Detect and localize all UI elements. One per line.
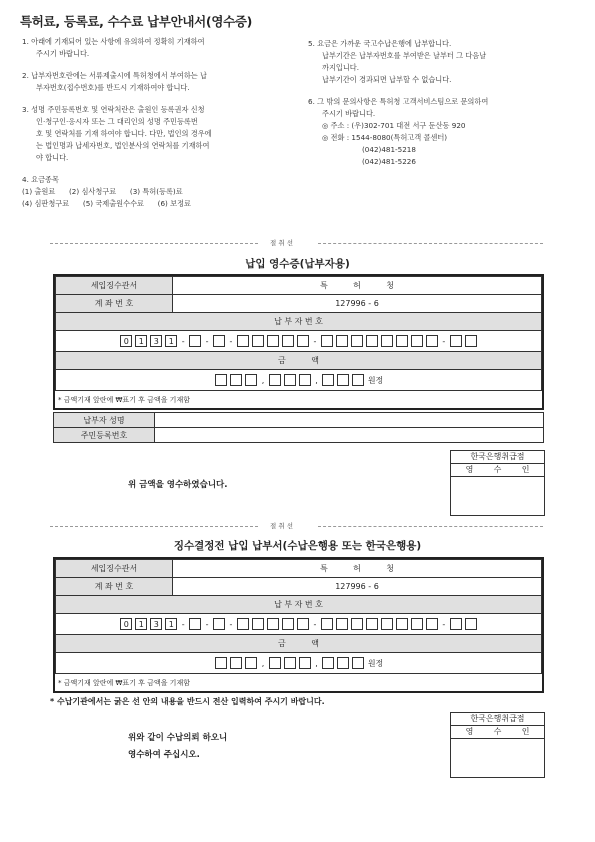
notice-table <box>55 559 542 674</box>
cut-line-left-2 <box>50 526 258 527</box>
amount-note: * 금액기재 앞란에 ₩표기 후 금액을 기재함 <box>58 679 190 687</box>
amount-digit-box[interactable] <box>245 374 257 386</box>
payer-digit-box[interactable] <box>237 618 249 630</box>
payer-digit-box[interactable] <box>411 335 423 347</box>
payer-digit-box[interactable] <box>189 335 201 347</box>
cut-line-right-2 <box>318 526 543 527</box>
payer-digit-box[interactable] <box>282 335 294 347</box>
amount-digit-box[interactable] <box>352 374 364 386</box>
amount-digit-box[interactable] <box>230 374 242 386</box>
payer-digit-box[interactable] <box>381 618 393 630</box>
tax-office-label: 세입징수관서 <box>56 560 173 578</box>
payer-digit-box[interactable] <box>450 618 462 630</box>
notice-stamp-box[interactable] <box>450 712 545 778</box>
receipt-title: 납입 영수증(납부자용) <box>245 258 350 270</box>
note-2: 2. 납부자번호란에는 서류제출시에 특허청에서 부여하는 납 부자번호(접수번호)를 반드시 기재하여야 합니다. <box>22 71 207 92</box>
account-value: 127996 - 6 <box>173 295 542 313</box>
amount-digit-box[interactable] <box>284 657 296 669</box>
amount-digit-box[interactable] <box>337 374 349 386</box>
payer-digit-box[interactable] <box>351 335 363 347</box>
receipt-stamp-box[interactable] <box>450 450 545 516</box>
tax-office-value: 특 허 청 <box>173 277 542 295</box>
payer-digit-box[interactable] <box>465 618 477 630</box>
payer-digit: 3 <box>150 335 162 347</box>
payer-digit: 1 <box>165 335 177 347</box>
note-3: 3. 성명 주민등록번호 및 연락처란은 출원인 등록권자 신청 인·청구인·응시자 또는 그 대리인의 성명 주민등록번 호 및 연락처를 기재 하여야 합니다. 다만, 법인의 경우에 는 법인명과 납세자번호, 법인분사의 연락처를 기재하여 야 합니다. <box>22 105 212 162</box>
amount-digit-box[interactable] <box>284 374 296 386</box>
cut-label: 절 취 선 <box>270 239 293 247</box>
warning-text: * 수납기관에서는 굵은 선 안의 내용을 반드시 전산 입력하여 주시기 바랍니다. <box>50 697 325 706</box>
note-6: 6. 그 밖의 문의사항은 특허청 고객서비스팀으로 문의하여 주시기 바랍니다. ◎ 주소 : (우)302-701 대전 서구 둔산동 920 ◎ 전화 : 1544-8080(특허고객 콜센터) (042)481-5218 (042)481-5226 <box>308 96 578 168</box>
amount-digit-box[interactable] <box>245 657 257 669</box>
amount-digit-box[interactable] <box>299 657 311 669</box>
won-label: 원정 <box>367 375 384 385</box>
amount-digit-box[interactable] <box>269 657 281 669</box>
payer-digit-box[interactable] <box>426 335 438 347</box>
fax-1: (042)481-5218 <box>362 145 416 154</box>
payer-digit: 1 <box>135 335 147 347</box>
amount-label: 금 액 <box>56 352 542 370</box>
payer-digit-box[interactable] <box>267 618 279 630</box>
payer-number-field[interactable]: 0 1 3 1 - - - - - <box>56 331 542 352</box>
payer-digit-box[interactable] <box>450 335 462 347</box>
left-notes <box>22 36 302 210</box>
payer-digit-box[interactable] <box>282 618 294 630</box>
payer-digit-box[interactable] <box>297 335 309 347</box>
payer-number-label: 납 부 자 번 호 <box>56 313 542 331</box>
amount-label: 금 액 <box>56 635 542 653</box>
payer-name-field[interactable] <box>155 413 544 428</box>
amount-digit-box[interactable] <box>215 657 227 669</box>
fee-types: 4. 요금종목 (1) 출원료 (2) 심사청구료 (3) 특허(등록)료 (4) 심판청구료 (5) 국제출원수수료 (6) 보정료 <box>22 175 191 208</box>
payer-digit-box[interactable] <box>336 335 348 347</box>
note-5: 5. 요금은 가까운 국고수납은행에 납부합니다. 납부기간은 납부자번호를 부여받은 날부터 그 다음날 까지입니다. 납부기간이 경과되면 납부할 수 없습니다. <box>308 39 487 84</box>
account-value: 127996 - 6 <box>173 578 542 596</box>
payer-number-field[interactable]: 0 1 3 1 - - - - - <box>56 614 542 635</box>
payer-digit-box[interactable] <box>396 335 408 347</box>
payer-digit-box[interactable] <box>213 335 225 347</box>
payer-digit-box[interactable] <box>336 618 348 630</box>
payer-digit: 0 <box>120 618 132 630</box>
payer-digit: 1 <box>135 618 147 630</box>
payer-digit-box[interactable] <box>267 335 279 347</box>
payer-digit: 1 <box>165 618 177 630</box>
payer-number-label: 납 부 자 번 호 <box>56 596 542 614</box>
request-line-1: 위와 같이 수납의뢰 하오니 <box>128 733 228 743</box>
resident-number-label: 주민등록번호 <box>54 428 155 443</box>
notice-title: 징수결정전 납입 납부서(수납은행용 또는 한국은행용) <box>173 540 422 552</box>
cut-label-2: 절 취 선 <box>270 522 293 530</box>
amount-digit-box[interactable] <box>322 374 334 386</box>
amount-digit-box[interactable] <box>352 657 364 669</box>
bank-branch-label: 한국은행취급점 <box>451 451 544 464</box>
cut-line-right <box>318 243 543 244</box>
resident-number-field[interactable] <box>155 428 544 443</box>
payer-digit-box[interactable] <box>321 618 333 630</box>
address-text: ◎ 주소 : (우)302-701 대전 서구 둔산동 920 <box>322 121 466 130</box>
payer-digit: 0 <box>120 335 132 347</box>
payer-digit: 3 <box>150 618 162 630</box>
fax-2: (042)481-5226 <box>362 157 416 166</box>
payer-digit-box[interactable] <box>189 618 201 630</box>
note-1: 1. 아래에 기재되어 있는 사항에 유의하여 정확히 기재하여 주시기 바랍니다. <box>22 37 205 58</box>
payer-info-table <box>53 412 544 443</box>
amount-digit-box[interactable] <box>337 657 349 669</box>
account-label: 계 좌 번 호 <box>56 295 173 313</box>
bank-branch-label: 한국은행취급점 <box>451 713 544 726</box>
payer-digit-box[interactable] <box>366 618 378 630</box>
amount-digit-box[interactable] <box>215 374 227 386</box>
amount-digit-box[interactable] <box>269 374 281 386</box>
payer-digit-box[interactable] <box>213 618 225 630</box>
amount-field[interactable]: , , 원정 <box>56 370 542 391</box>
cut-line-left <box>50 243 258 244</box>
amount-note: * 금액기재 앞란에 ₩표기 후 금액을 기재함 <box>58 396 190 404</box>
payer-digit-box[interactable] <box>321 335 333 347</box>
receipt-table <box>55 276 542 391</box>
payer-digit-box[interactable] <box>366 335 378 347</box>
right-notes <box>308 38 578 168</box>
account-label: 계 좌 번 호 <box>56 578 173 596</box>
payer-name-label: 납부자 성명 <box>54 413 155 428</box>
payer-digit-box[interactable] <box>252 335 264 347</box>
phone-text: ◎ 전화 : 1544-8080(특허고객 콜센터) <box>322 133 448 142</box>
payer-digit-box[interactable] <box>237 335 249 347</box>
request-line-2: 영수하여 주십시오. <box>128 750 200 760</box>
payer-digit-box[interactable] <box>411 618 423 630</box>
amount-digit-box[interactable] <box>322 657 334 669</box>
payer-digit-box[interactable] <box>381 335 393 347</box>
payer-digit-box[interactable] <box>351 618 363 630</box>
won-label: 원정 <box>367 658 384 668</box>
amount-digit-box[interactable] <box>299 374 311 386</box>
payer-digit-box[interactable] <box>297 618 309 630</box>
page-title: 특허료, 등록료, 수수료 납부안내서(영수증) <box>20 14 253 29</box>
amount-field[interactable]: , , 원정 <box>56 653 542 674</box>
received-text: 위 금액을 영수하였습니다. <box>128 480 228 490</box>
tax-office-value: 특 허 청 <box>173 560 542 578</box>
payer-digit-box[interactable] <box>396 618 408 630</box>
payer-digit-box[interactable] <box>252 618 264 630</box>
payer-digit-box[interactable] <box>465 335 477 347</box>
payer-digit-box[interactable] <box>426 618 438 630</box>
receiver-label: 영 수 인 <box>451 464 544 477</box>
amount-digit-box[interactable] <box>230 657 242 669</box>
tax-office-label: 세입징수관서 <box>56 277 173 295</box>
receiver-label: 영 수 인 <box>451 726 544 739</box>
